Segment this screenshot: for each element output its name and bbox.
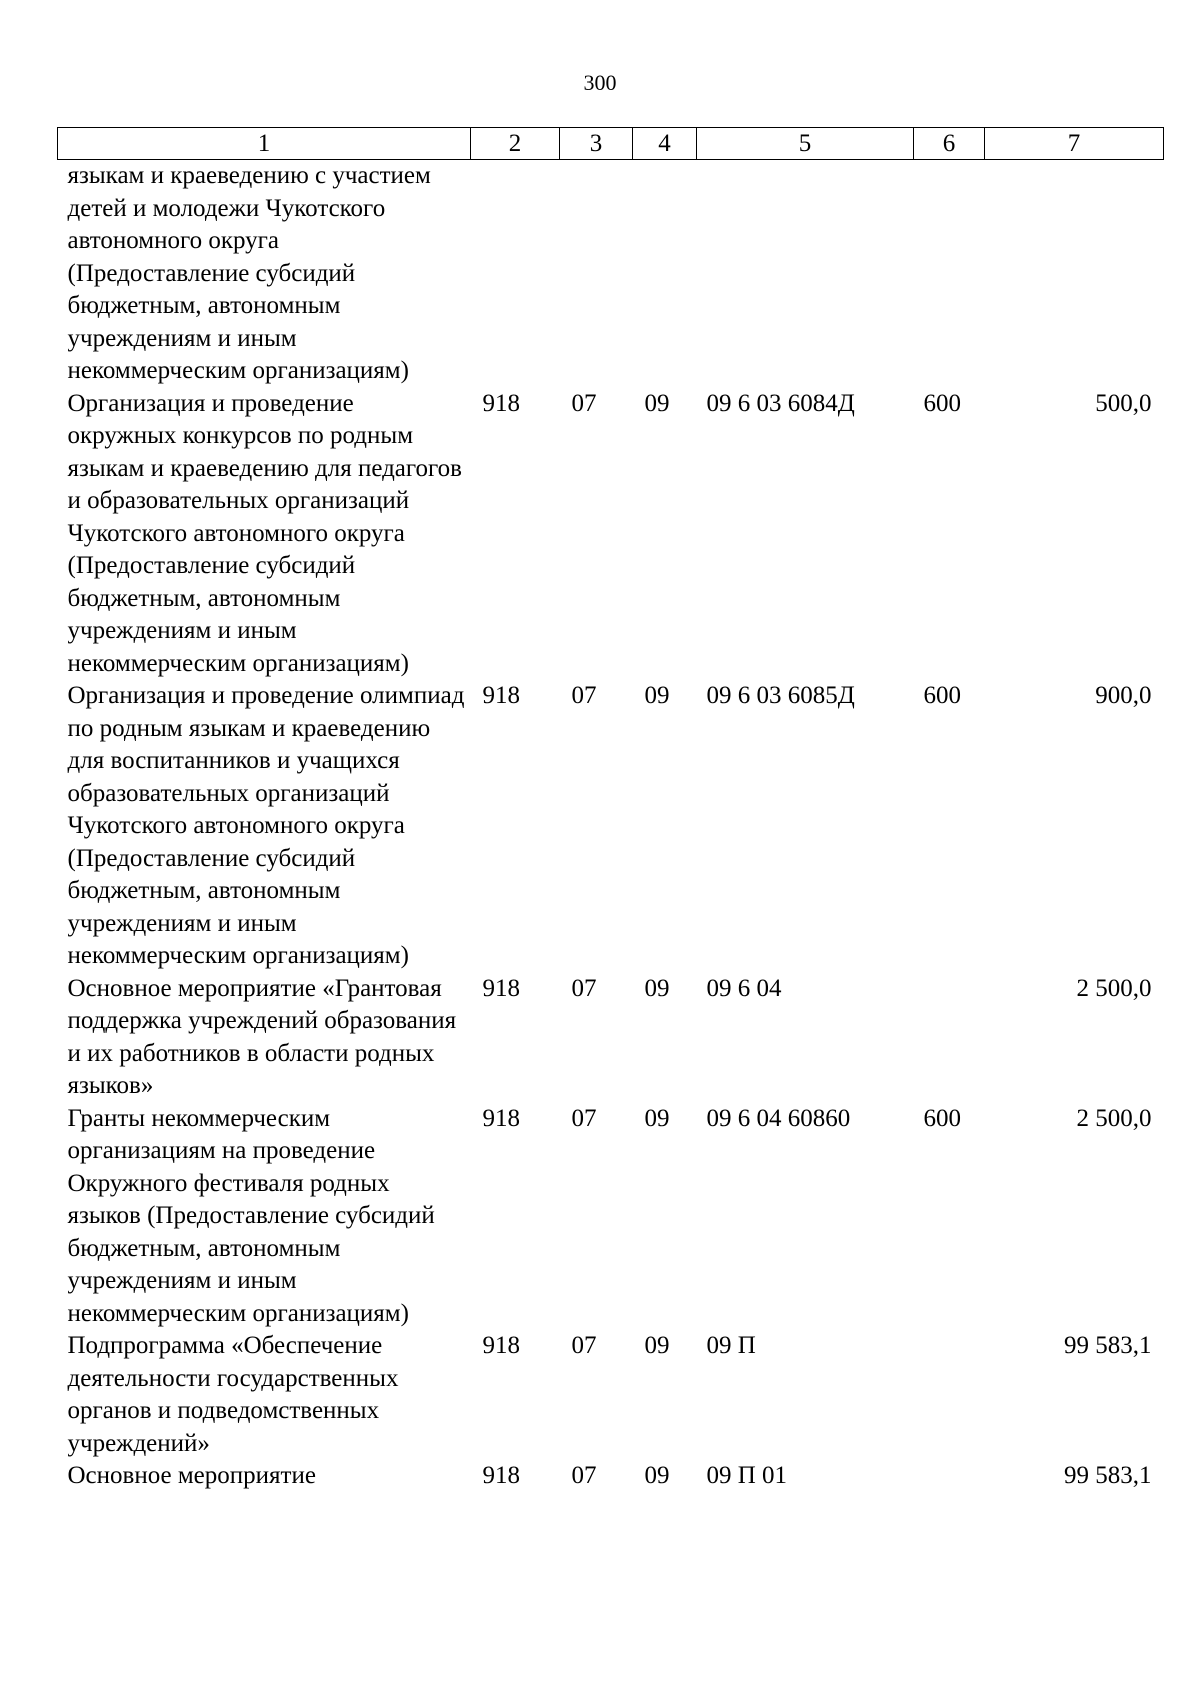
table-row [58, 1330, 1164, 1460]
row-description: Организация и проведение олимпиад по родным языкам и краеведению для воспитанников и учащихся образовательных организаций Чукотского автономного округа (Предоставление субсидий бюджетным, автономным учреждениям и иным некоммерческим организациям) [67, 682, 465, 969]
row-section-code: 07 [571, 682, 597, 709]
row-target-article-code [697, 160, 914, 388]
row-target-article-code: 09 6 04 [706, 974, 782, 1002]
row-amount [985, 160, 1164, 388]
row-amount: 2 500,0 [1076, 974, 1152, 1002]
row-expense-type-code: 600 [923, 389, 961, 417]
row-section-code: 07 [571, 389, 597, 417]
row-subsection-code: 09 [644, 974, 670, 1002]
table-row [58, 160, 1164, 388]
row-description: языкам и краеведению с участием детей и молодежи Чукотского автономного округа (Предоставление субсидий бюджетным, автономным учреждениям и иным некоммерческим организациям) [67, 162, 431, 384]
row-section-code [560, 160, 633, 388]
row-subsection-code: 09 [644, 1104, 670, 1132]
row-subsection-code: 09 [644, 682, 670, 709]
row-amount: 2 500,0 [1076, 1104, 1152, 1132]
row-target-article-code: 09 6 03 6084Д [706, 389, 855, 417]
table-row [58, 680, 1164, 973]
row-amount: 500,0 [1095, 389, 1152, 417]
row-description: Основное мероприятие «Грантовая поддержка учреждений образования и их работников в области родных языков» [67, 974, 457, 1099]
row-amount: 900,0 [1095, 682, 1152, 709]
row-grbs-code: 918 [482, 682, 520, 709]
table-row [58, 388, 1164, 681]
table-row [58, 973, 1164, 1103]
row-grbs-code [471, 160, 560, 388]
row-subsection-code: 09 [644, 1332, 670, 1359]
header-col-3: 3 [560, 128, 633, 160]
row-grbs-code: 918 [482, 974, 520, 1002]
header-col-7: 7 [985, 128, 1164, 160]
row-section-code: 07 [571, 974, 597, 1002]
table-row [58, 1103, 1164, 1331]
row-target-article-code: 09 6 04 60860 [706, 1104, 851, 1132]
row-section-code: 07 [571, 1332, 597, 1359]
row-expense-type-code: 600 [923, 682, 961, 709]
header-col-2: 2 [471, 128, 560, 160]
row-expense-type-code [914, 160, 985, 388]
header-col-1: 1 [58, 128, 471, 160]
row-expense-type-code [914, 973, 985, 1103]
row-grbs-code: 918 [482, 1462, 520, 1489]
page-number: 300 [583, 70, 617, 95]
header-col-5: 5 [697, 128, 914, 160]
row-description: Основное мероприятие [67, 1462, 316, 1489]
row-amount: 99 583,1 [1064, 1462, 1152, 1489]
row-description: Организация и проведение окружных конкурсов по родным языкам и краеведению для педагогов и образовательных организаций Чукотского автономного округа (Предоставление субсидий бюджетным, автономным учреждениям и иным некоммерческим организациям) [67, 389, 462, 677]
row-section-code: 07 [571, 1104, 597, 1132]
row-section-code: 07 [571, 1462, 597, 1489]
row-description: Гранты некоммерческим организациям на проведение Окружного фестиваля родных языков (Предоставление субсидий бюджетным, автономным учреждениям и иным некоммерческим организациям) [67, 1104, 435, 1327]
row-amount: 99 583,1 [1064, 1332, 1152, 1359]
row-subsection-code: 09 [644, 389, 670, 417]
row-target-article-code: 09 П 01 [706, 1462, 788, 1489]
table-row [58, 1460, 1164, 1493]
budget-table [57, 127, 1164, 1493]
row-grbs-code: 918 [482, 1332, 520, 1359]
header-col-4: 4 [633, 128, 697, 160]
table-header [58, 128, 1164, 160]
header-row [58, 128, 1164, 160]
table-body [58, 160, 1164, 1493]
row-subsection-code [633, 160, 697, 388]
row-subsection-code: 09 [644, 1462, 670, 1489]
row-expense-type-code [914, 1330, 985, 1460]
row-expense-type-code: 600 [923, 1104, 961, 1132]
row-target-article-code: 09 6 03 6085Д [706, 682, 855, 709]
row-description: Подпрограмма «Обеспечение деятельности государственных органов и подведомственных учреждений» [67, 1332, 399, 1457]
row-grbs-code: 918 [482, 1104, 520, 1132]
row-expense-type-code [914, 1460, 985, 1493]
header-col-6: 6 [914, 128, 985, 160]
row-target-article-code: 09 П [706, 1332, 756, 1359]
row-grbs-code: 918 [482, 389, 520, 417]
